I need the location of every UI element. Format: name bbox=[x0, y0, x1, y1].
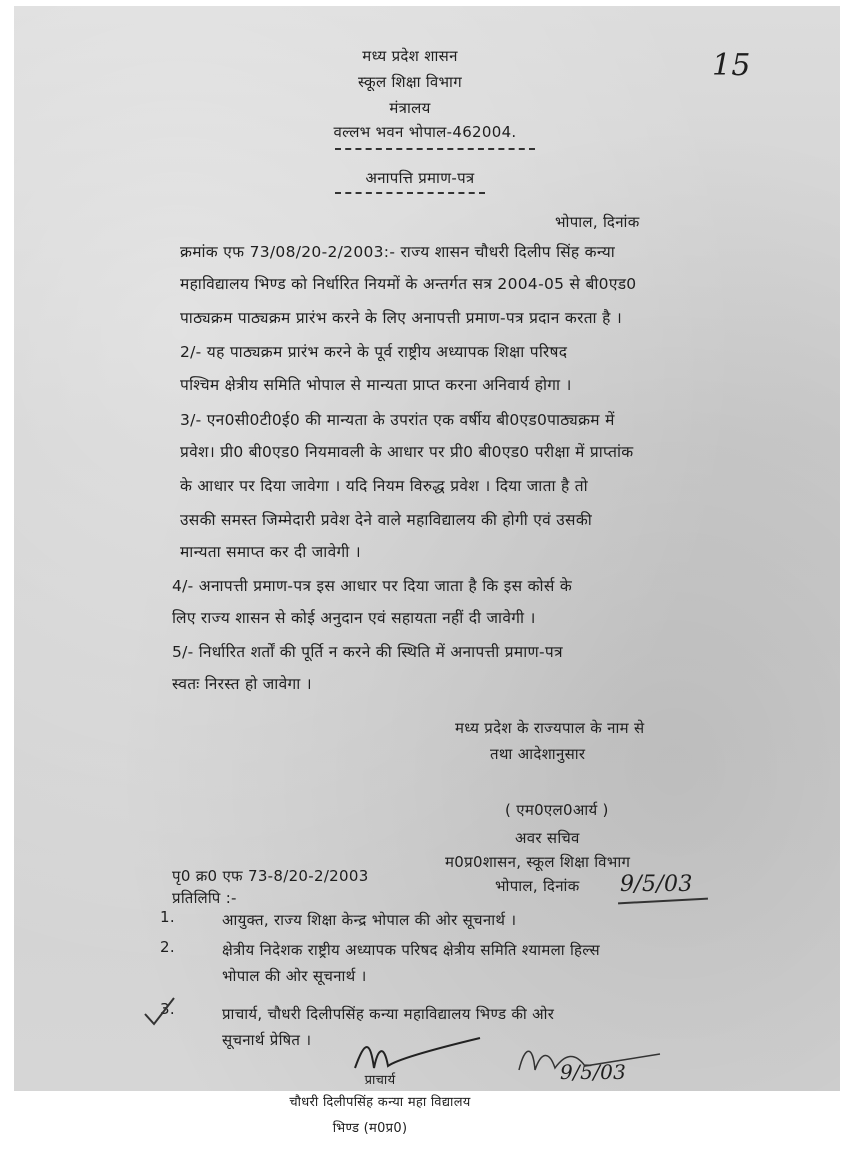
paragraph-3-line: प्रवेश। प्री0 बी0एड0 नियमावली के आधार पर प्री0 बी0एड0 परीक्षा में प्राप्तांक bbox=[180, 443, 634, 461]
authority-line-2: तथा आदेशानुसार bbox=[490, 745, 586, 763]
copy-item-line: सूचनार्थ प्रेषित । bbox=[222, 1031, 312, 1049]
signatory-department: म0प्र0शासन, स्कूल शिक्षा विभाग bbox=[445, 853, 631, 871]
header-line-1: मध्य प्रदेश शासन bbox=[362, 47, 458, 65]
copy-item-number: 3. bbox=[160, 1000, 175, 1018]
stamp-line-3: भिण्ड (म0प्र0) bbox=[332, 1121, 408, 1136]
paragraph-2-line: 2/- यह पाठ्यक्रम प्रारंभ करने के पूर्व राष्ट्रीय अध्यापक शिक्षा परिषद bbox=[180, 343, 568, 361]
copy-item-number: 2. bbox=[160, 938, 175, 956]
paragraph-1-line: महाविद्यालय भिण्ड को निर्धारित नियमों के अन्तर्गत सत्र 2004-05 से बी0एड0 bbox=[180, 275, 637, 293]
header-line-3: मंत्रालय bbox=[389, 99, 431, 117]
document-title: अनापत्ति प्रमाण-पत्र bbox=[365, 169, 475, 187]
signatory-place-date: भोपाल, दिनांक bbox=[495, 877, 580, 895]
header-line-2: स्कूल शिक्षा विभाग bbox=[358, 73, 462, 91]
copy-item-line: क्षेत्रीय निदेशक राष्ट्रीय अध्यापक परिषद क्षेत्रीय समिति श्यामला हिल्स bbox=[222, 941, 600, 959]
paragraph-3-line: के आधार पर दिया जावेगा । यदि नियम विरुद्ध प्रवेश । दिया जाता है तो bbox=[180, 477, 588, 495]
handwritten-date: 9/5/03 bbox=[620, 872, 693, 897]
copy-item-line: आयुक्त, राज्य शिक्षा केन्द्र भोपाल की ओर सूचनार्थ । bbox=[222, 911, 517, 929]
stamp-line-1: प्राचार्य bbox=[364, 1073, 396, 1088]
paragraph-3-line: मान्यता समाप्त कर दी जावेगी । bbox=[180, 543, 361, 561]
initials-scribble bbox=[515, 1040, 665, 1080]
copy-item-line: प्राचार्य, चौधरी दिलीपसिंह कन्या महाविद्यालय भिण्ड की ओर bbox=[222, 1005, 555, 1023]
paragraph-1-line: पाठ्यक्रम पाठ्यक्रम प्रारंभ करने के लिए अनापत्ती प्रमाण-पत्र प्रदान करता है । bbox=[180, 309, 623, 327]
header-line-4: वल्लभ भवन भोपाल-462004. bbox=[333, 123, 517, 141]
signatory-designation: अवर सचिव bbox=[515, 829, 580, 847]
place-date: भोपाल, दिनांक bbox=[555, 213, 640, 231]
endorsement-number: पृ0 क्र0 एफ 73-8/20-2/2003 bbox=[172, 867, 369, 885]
authority-line-1: मध्य प्रदेश के राज्यपाल के नाम से bbox=[455, 719, 645, 737]
paragraph-4-line: लिए राज्य शासन से कोई अनुदान एवं सहायता नहीं दी जावेगी । bbox=[172, 609, 536, 627]
copy-item-number: 1. bbox=[160, 908, 175, 926]
paragraph-3-line: 3/- एन0सी0टी0ई0 की मान्यता के उपरांत एक वर्षीय बी0एड0पाठ्यक्रम में bbox=[180, 411, 615, 429]
title-divider bbox=[335, 192, 485, 194]
stamp-line-2: चौधरी दिलीपसिंह कन्या महा विद्यालय bbox=[289, 1095, 471, 1110]
header-divider bbox=[335, 148, 535, 150]
paragraph-4-line: 4/- अनापत्ती प्रमाण-पत्र इस आधार पर दिया जाता है कि इस कोर्स के bbox=[172, 577, 573, 595]
signatory-name: ( एम0एल0आर्य ) bbox=[505, 801, 609, 819]
paragraph-3-line: उसकी समस्त जिम्मेदारी प्रवेश देने वाले महाविद्यालय की होगी एवं उसकी bbox=[180, 511, 593, 529]
check-mark-icon bbox=[140, 992, 180, 1032]
paragraph-1-line: क्रमांक एफ 73/08/20-2/2003:- राज्य शासन चौधरी दिलीप सिंह कन्या bbox=[180, 243, 616, 261]
copy-to-label: प्रतिलिपि :- bbox=[172, 889, 237, 907]
paragraph-5-line: स्वतः निरस्त हो जावेगा । bbox=[172, 675, 312, 693]
paragraph-5-line: 5/- निर्धारित शर्तों की पूर्ति न करने की स्थिति में अनापत्ती प्रमाण-पत्र bbox=[172, 643, 563, 661]
page-number: 15 bbox=[712, 48, 751, 83]
paragraph-2-line: पश्चिम क्षेत्रीय समिति भोपाल से मान्यता प्राप्त करना अनिवार्य होगा । bbox=[180, 376, 572, 394]
copy-item-line: भोपाल की ओर सूचनार्थ । bbox=[222, 967, 367, 985]
handwritten-note: 9/5/03 bbox=[560, 1060, 627, 1084]
